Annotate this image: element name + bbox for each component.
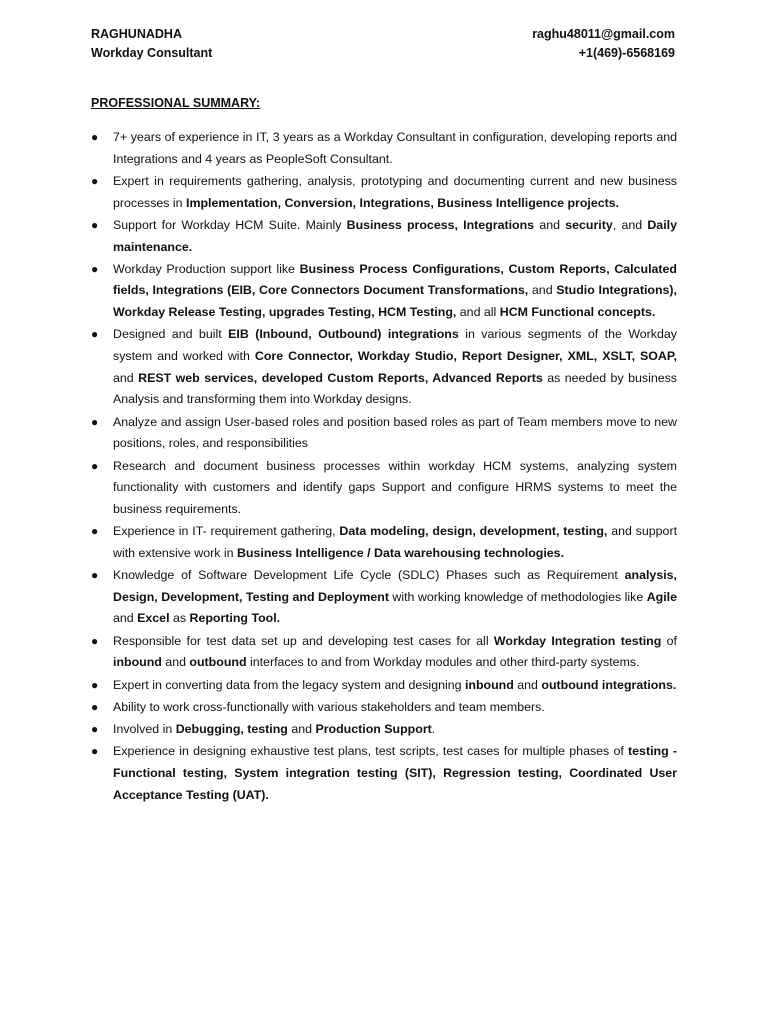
summary-text: Responsible for test data set up and developing test cases for all bbox=[113, 633, 494, 648]
summary-text: and bbox=[513, 677, 542, 692]
summary-text: , and bbox=[612, 217, 648, 232]
summary-bold-text: Daily maintenance. bbox=[113, 217, 677, 254]
summary-text: Involved in bbox=[113, 721, 176, 736]
bullet-icon: ● bbox=[91, 261, 99, 276]
summary-text: of bbox=[661, 633, 677, 648]
bullet-icon: ● bbox=[91, 721, 99, 736]
summary-item bbox=[91, 171, 677, 214]
bullet-icon: ● bbox=[91, 677, 99, 692]
summary-bold-text: Studio Integrations), Workday Release Testing, upgrades Testing, HCM Testing, bbox=[113, 283, 677, 320]
summary-bold-text: Business process, Integrations bbox=[346, 217, 535, 232]
summary-item bbox=[91, 127, 677, 170]
summary-text: Knowledge of Software Development Life Cycle (SDLC) Phases such as Requirement bbox=[113, 568, 625, 583]
summary-item bbox=[91, 456, 677, 521]
summary-bold-text: testing - Functional testing, System integration testing (SIT), Regression testing, Coordinated User Acceptance Testing (UAT). bbox=[113, 744, 677, 802]
summary-bold-text: REST web services, developed Custom Reports, Advanced Reports bbox=[138, 370, 543, 385]
summary-text: Support for Workday HCM Suite. Mainly bbox=[113, 217, 347, 232]
summary-bold-text: analysis, Design, Development, Testing and Deployment bbox=[113, 568, 677, 604]
summary-item bbox=[91, 631, 677, 674]
header-right bbox=[532, 25, 675, 63]
summary-bold-text: inbound bbox=[113, 655, 162, 670]
summary-text: Experience in designing exhaustive test plans, test scripts, test cases for multiple phases of bbox=[113, 744, 629, 759]
summary-text: Ability to work cross-functionally with various stakeholders and team members. bbox=[113, 699, 545, 714]
summary-text: Research and document business processes within workday HCM systems, analyzing system functionality with customers and identify gaps Support and configure HRMS systems to meet the business requirements. bbox=[113, 458, 677, 516]
summary-text: and bbox=[113, 370, 139, 385]
summary-text: and bbox=[161, 655, 190, 670]
summary-bold-text: Reporting Tool. bbox=[189, 611, 281, 626]
summary-text: and bbox=[528, 283, 557, 298]
section-title-professional-summary: PROFESSIONAL SUMMARY: bbox=[91, 96, 261, 110]
summary-bold-text: outbound bbox=[189, 655, 247, 670]
summary-item bbox=[91, 565, 677, 630]
summary-item bbox=[91, 412, 677, 455]
bullet-icon: ● bbox=[91, 633, 99, 648]
summary-bold-text: outbound integrations. bbox=[541, 677, 677, 692]
summary-bold-text: inbound bbox=[464, 677, 514, 692]
header-left bbox=[91, 25, 212, 63]
bullet-icon: ● bbox=[91, 130, 99, 144]
contact-email[interactable]: raghu48011@gmail.com bbox=[532, 27, 675, 41]
summary-text: and bbox=[113, 611, 138, 626]
contact-phone: +1(469)-6568169 bbox=[578, 46, 675, 60]
bullet-icon: ● bbox=[91, 524, 99, 539]
summary-text: with working knowledge of methodologies like bbox=[388, 589, 647, 604]
summary-item bbox=[91, 719, 677, 741]
summary-text: Expert in requirements gathering, analysis, prototyping and documenting current and new business processes in bbox=[113, 173, 677, 210]
professional-summary-list bbox=[91, 127, 677, 807]
summary-text: as needed by business Analysis and transforming them into Workday designs. bbox=[113, 370, 678, 407]
summary-bold-text: Implementation, Conversion, Integrations, Business Intelligence projects. bbox=[186, 195, 620, 210]
summary-bold-text: HCM Functional concepts. bbox=[499, 305, 656, 320]
summary-text: interfaces to and from Workday modules and other third-party systems. bbox=[246, 655, 640, 670]
summary-item bbox=[91, 324, 677, 411]
summary-bold-text: Production Support bbox=[315, 721, 432, 736]
summary-bold-text: Business Intelligence / Data warehousing technologies. bbox=[236, 545, 565, 560]
summary-text: and bbox=[534, 217, 566, 232]
summary-text: Workday Production support like bbox=[113, 261, 300, 276]
summary-item bbox=[91, 675, 677, 697]
summary-text: Expert in converting data from the legacy system and designing bbox=[113, 677, 465, 692]
candidate-name: RAGHUNADHA bbox=[91, 27, 182, 41]
bullet-icon: ● bbox=[91, 458, 99, 473]
summary-text: as bbox=[169, 611, 190, 626]
bullet-icon: ● bbox=[91, 327, 99, 342]
summary-bold-text: Agile bbox=[646, 589, 677, 604]
candidate-title: Workday Consultant bbox=[91, 46, 213, 60]
bullet-icon: ● bbox=[91, 744, 99, 759]
summary-text: in various segments of the Workday system and worked with bbox=[113, 327, 677, 364]
summary-text: and bbox=[287, 721, 316, 736]
summary-text: Experience in IT- requirement gathering, bbox=[113, 524, 340, 539]
summary-bold-text: Excel bbox=[137, 611, 170, 626]
summary-bold-text: security bbox=[565, 217, 613, 232]
bullet-icon: ● bbox=[91, 568, 99, 583]
bullet-icon: ● bbox=[91, 173, 99, 188]
summary-bold-text: Debugging, testing bbox=[175, 721, 288, 736]
summary-text: . bbox=[431, 721, 436, 736]
summary-text: Designed and built bbox=[113, 327, 229, 342]
summary-text: Analyze and assign User-based roles and position based roles as part of Team members move to new positions, roles, and responsibilities bbox=[113, 414, 677, 451]
summary-text: and all bbox=[456, 305, 500, 320]
summary-text: and support with extensive work in bbox=[113, 524, 678, 560]
bullet-icon: ● bbox=[91, 699, 99, 714]
summary-text: 7+ years of experience in IT, 3 years as a Workday Consultant in configuration, developing reports and Integrations and 4 years as PeopleSoft Consultant. bbox=[113, 130, 677, 166]
summary-bold-text: EIB (Inbound, Outbound) integrations bbox=[228, 327, 459, 342]
summary-item bbox=[91, 521, 677, 564]
summary-item bbox=[91, 741, 677, 806]
summary-bold-text: Data modeling, design, development, testing, bbox=[339, 524, 608, 539]
bullet-icon: ● bbox=[91, 414, 99, 429]
summary-item bbox=[91, 697, 677, 719]
summary-bold-text: Workday Integration testing bbox=[493, 633, 662, 648]
summary-bold-text: Core Connector, Workday Studio, Report Designer, XML, XSLT, SOAP, bbox=[254, 349, 677, 364]
bullet-icon: ● bbox=[91, 217, 99, 232]
summary-bold-text: Business Process Configurations, Custom Reports, Calculated fields, Integrations (EIB, Core Connectors Document Transformations, bbox=[113, 261, 677, 298]
summary-item bbox=[91, 215, 677, 258]
summary-item bbox=[91, 259, 677, 324]
